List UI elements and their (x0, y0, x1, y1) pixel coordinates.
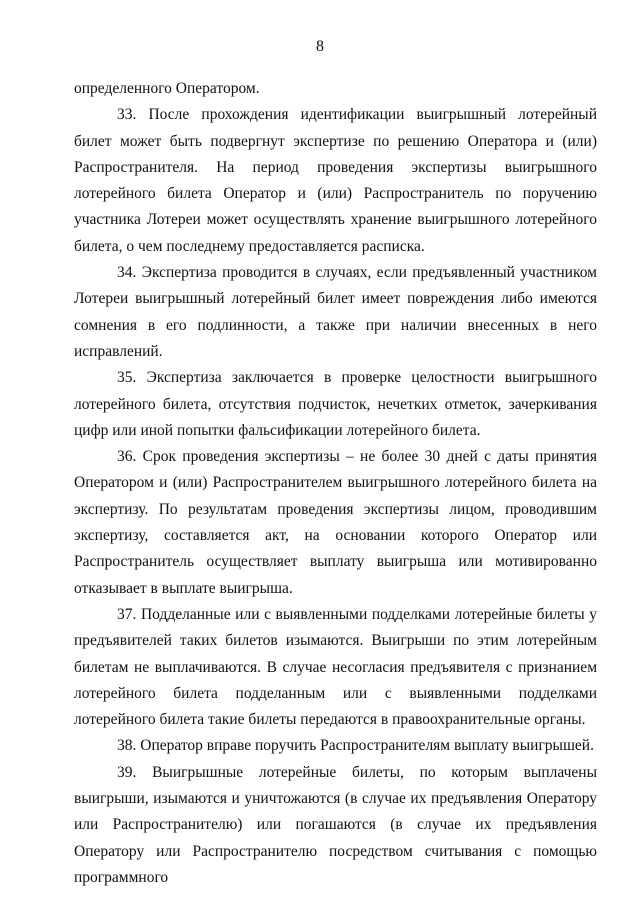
paragraph-34: 34. Экспертиза проводится в случаях, если предъявленный участником Лотереи выигрышный лотерейный билет имеет повреждения либо имеются сомнения в его подлинности, а также при наличии внесенных в него исправлений. (74, 264, 597, 360)
page-number: 8 (316, 38, 324, 55)
paragraph-35: 35. Экспертиза заключается в проверке целостности выигрышного лотерейного билета, отсутствия подчисток, нечетких отметок, зачеркивания цифр или иной попытки фальсификации лотерейного билета. (74, 369, 597, 439)
paragraph-39: 39. Выигрышные лотерейные билеты, по которым выплачены выигрыши, изымаются и уничтожаются (в случае их предъявления Оператору или Распространителю) или погашаются (в случае их предъявления Оператору или Распространителю посредством считывания с помощью программного (74, 763, 597, 886)
paragraph-continuation: определенного Оператором. (74, 80, 260, 97)
paragraph-33: 33. После прохождения идентификации выигрышный лотерейный билет может быть подвергнут экспертизе по решению Оператора и (или) Распространителя. На период проведения экспертизы выигрышного лотерейного билета Оператор и (или) Распространитель по поручению участника Лотереи может осуществлять хранение выигрышного лотерейного билета, о чем последнему предоставляется расписка. (74, 106, 597, 255)
paragraph-36: 36. Срок проведения экспертизы – не более 30 дней с даты принятия Оператором и (или) Распространителем выигрышного лотерейного билета на экспертизу. По результатам проведения экспертизы лицом, проводившим экспертизу, составляется акт, на основании которого Оператор или Распространитель осуществляет выплату выигрыша или мотивированно отказывает в выплате выигрыша. (74, 448, 597, 597)
paragraph-38: 38. Оператор вправе поручить Распространителям выплату выигрышей. (117, 737, 594, 755)
paragraph-37: 37. Подделанные или с выявленными подделками лотерейные билеты у предъявителей таких билетов изымаются. Выигрыши по этим лотерейным билетам не выплачиваются. В случае несогласия предъявителя с признанием лотерейного билета подделанным или с выявленными подделками лотерейного билета такие билеты передаются в правоохранительные органы. (74, 605, 597, 729)
document-body (74, 76, 597, 891)
